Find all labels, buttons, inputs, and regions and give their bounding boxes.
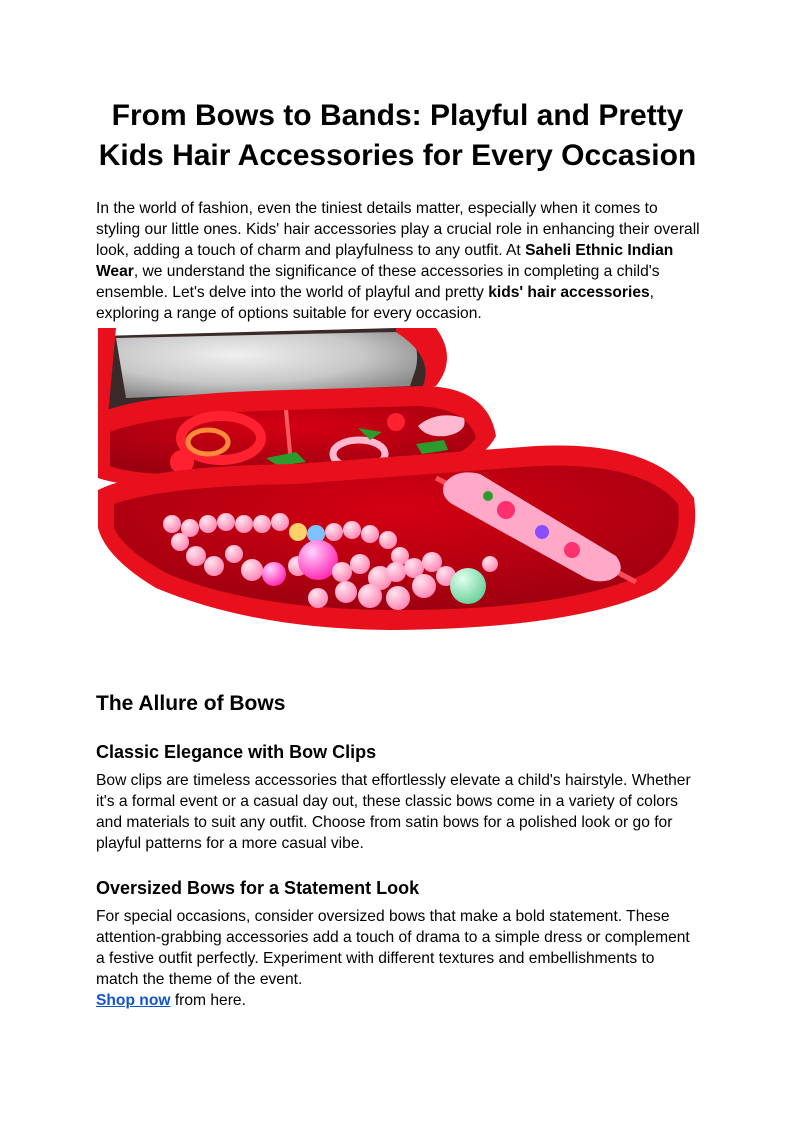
- intro-paragraph: [96, 198, 701, 324]
- keyword-text: kids' hair accessories: [488, 284, 650, 301]
- intro-text-1: In the world of fashion, even the tiniest details matter, especially when it comes to styling our little ones. Kids' hair accessories play a crucial role in enhancing their overall look, adding a touch of charm and playfulness to any outfit. At: [96, 200, 700, 259]
- brand-name: Saheli Ethnic Indian Wear: [96, 242, 674, 280]
- product-photo: [96, 328, 700, 634]
- subheading-oversized-bows: Oversized Bows for a Statement Look: [96, 878, 420, 898]
- section-heading: The Allure of Bows: [96, 692, 286, 715]
- shop-suffix: from here.: [170, 992, 246, 1009]
- page-title: From Bows to Bands: Playful and Pretty Kids Hair Accessories for Every Occasion: [98, 99, 697, 172]
- paragraph-oversized-bows: For special occasions, consider oversized bows that make a bold statement. These attention-grabbing accessories add a touch of drama to a simple dress or complement a festive outfit perfectly. Experiment with different textures and embellishments to match the theme of the event.: [96, 908, 690, 988]
- subheading-bow-clips: Classic Elegance with Bow Clips: [96, 742, 377, 762]
- intro-text-3: , exploring a range of options suitable for every occasion.: [96, 284, 655, 322]
- shop-now-link[interactable]: Shop now: [96, 992, 171, 1009]
- paragraph-bow-clips: Bow clips are timeless accessories that effortlessly elevate a child's hairstyle. Whether it's a formal event or a casual day out, these classic bows come in a variety of colors and materials to suit any outfit. Choose from satin bows for a polished look or go for playful patterns for a more casual vibe.: [96, 772, 691, 852]
- shop-line: [96, 990, 246, 1011]
- intro-text-2: , we understand the significance of these accessories in completing a child's ensemble. Let's delve into the world of playful and pretty: [96, 263, 660, 301]
